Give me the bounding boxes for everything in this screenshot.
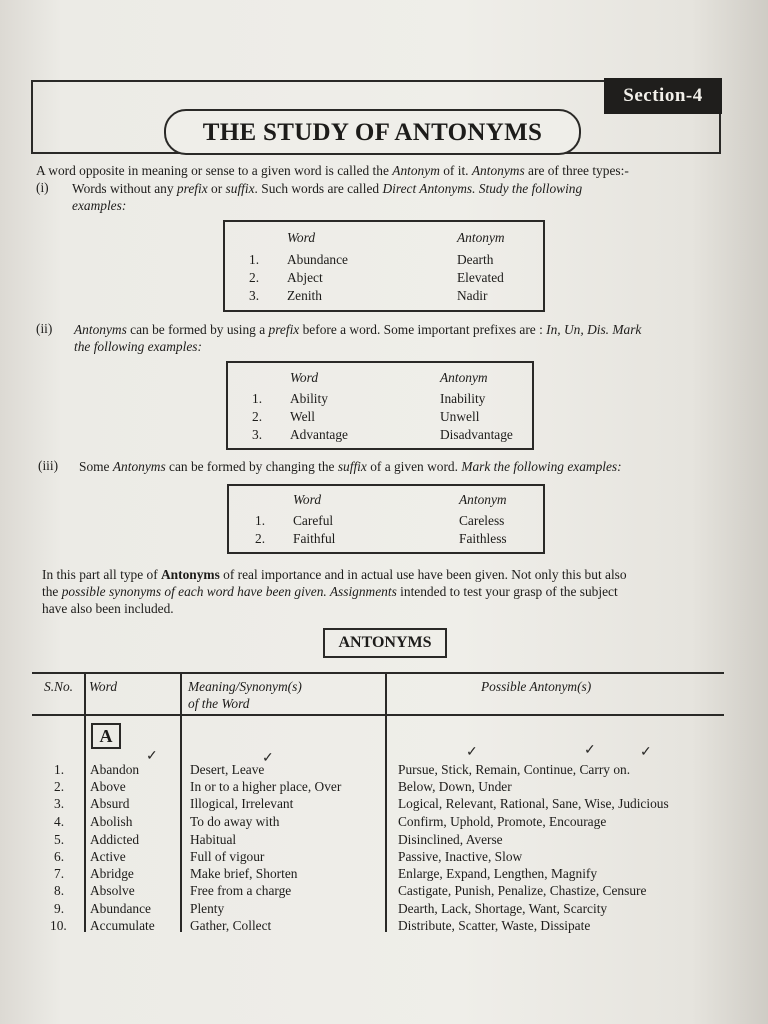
row-antonyms: Disinclined, Averse (398, 832, 503, 847)
row-word: Absurd (90, 796, 130, 811)
row-number: 6. (54, 849, 65, 864)
type1-text-a: Words without any (72, 181, 177, 196)
type1-text-f: Direct Antonyms. Study the following (382, 181, 583, 196)
example-table-2 (226, 361, 534, 450)
table1-row-word: Zenith (287, 288, 322, 303)
note-paragraph (42, 566, 732, 617)
row-antonyms: Confirm, Uphold, Promote, Encourage (398, 814, 607, 829)
column-divider-word (180, 672, 182, 932)
row-meaning: Illogical, Irrelevant (190, 796, 294, 811)
row-word: Abundance (90, 901, 151, 916)
type1-number: (i) (36, 180, 49, 195)
note-text-1c: of real importance and in actual use have been given. Not only this but also (219, 567, 627, 582)
type3-text-e: of a given word. (366, 459, 462, 474)
type3-text-f: Mark the following examples: (461, 459, 622, 474)
type1-text-c: or (207, 181, 226, 196)
note-text-3: have also been included. (42, 601, 174, 616)
row-meaning: In or to a higher place, Over (190, 779, 342, 794)
table1-header-antonym: Antonym (457, 230, 505, 245)
type1-paragraph (72, 180, 732, 214)
letter-section-a: A (91, 723, 121, 749)
intro-em-1: Antonym (392, 163, 440, 178)
row-antonyms: Castigate, Punish, Penalize, Chastize, Censure (398, 883, 647, 898)
row-meaning: Free from a charge (190, 883, 292, 898)
type2-text-c: prefix (268, 322, 300, 337)
row-antonyms: Logical, Relevant, Rational, Sane, Wise, Judicious (398, 796, 669, 811)
note-text-2a: the (42, 584, 62, 599)
table2-row-num: 1. (252, 391, 263, 406)
intro-em-2: Antonyms (471, 163, 525, 178)
row-word: Absolve (90, 883, 135, 898)
table2-row-num: 2. (252, 409, 263, 424)
row-antonyms: Enlarge, Expand, Lengthen, Magnify (398, 866, 598, 881)
table1-header-word: Word (287, 230, 316, 245)
check-mark-icon: ✓ (262, 751, 274, 766)
table1-row-word: Abundance (287, 252, 348, 267)
table2-row-num: 3. (252, 427, 263, 442)
intro-text-2: of it. (439, 163, 472, 178)
row-meaning: Desert, Leave (190, 762, 265, 777)
row-word: Abridge (90, 866, 134, 881)
row-number: 3. (54, 796, 65, 811)
type2-text-b: can be formed by using a (126, 322, 269, 337)
note-text-2b: possible synonyms of each word have been given. Assignments (61, 584, 397, 599)
example-table-1 (223, 220, 545, 312)
row-meaning: Gather, Collect (190, 918, 272, 933)
row-meaning: Habitual (190, 832, 237, 847)
note-text-2c: intended to test your grasp of the subject (396, 584, 618, 599)
check-mark-icon: ✓ (466, 745, 478, 760)
type2-text-d: before a word. Some important prefixes are : (299, 322, 547, 337)
intro-text-1: A word opposite in meaning or sense to a given word is called the (36, 163, 393, 178)
row-word: Accumulate (90, 918, 155, 933)
row-word: Above (90, 779, 126, 794)
table1-row-num: 1. (249, 252, 260, 267)
table1-row-num: 3. (249, 288, 260, 303)
table3-row-num: 1. (255, 513, 266, 528)
table2-header-word: Word (290, 370, 319, 385)
table1-row-antonym: Nadir (457, 288, 488, 303)
intro-text-3: are of three types:- (524, 163, 629, 178)
row-antonyms: Below, Down, Under (398, 779, 512, 794)
header-antonyms: Possible Antonym(s) (481, 679, 592, 694)
type1-text-g: examples: (72, 198, 127, 213)
row-number: 5. (54, 832, 65, 847)
row-number: 2. (54, 779, 65, 794)
table-top-rule (32, 672, 724, 674)
row-meaning: Plenty (190, 901, 225, 916)
table2-row-word: Well (290, 409, 315, 424)
type1-text-d: suffix (225, 181, 255, 196)
table3-row-antonym: Faithless (459, 531, 507, 546)
type3-paragraph (79, 458, 739, 475)
row-meaning: Make brief, Shorten (190, 866, 298, 881)
antonyms-heading: ANTONYMS (323, 628, 447, 658)
row-word: Abolish (90, 814, 133, 829)
header-meaning: Meaning/Synonym(s) (188, 679, 302, 694)
row-word: Active (90, 849, 126, 864)
row-antonyms: Passive, Inactive, Slow (398, 849, 523, 864)
type2-text-a: Antonyms (74, 322, 127, 337)
header-meaning-line2: of the Word (188, 696, 250, 711)
type2-paragraph (74, 321, 734, 355)
table3-header-antonym: Antonym (459, 492, 507, 507)
type3-text-d: suffix (337, 459, 367, 474)
type3-text-c: can be formed by changing the (165, 459, 338, 474)
type2-number: (ii) (36, 321, 53, 336)
table1-row-antonym: Elevated (457, 270, 504, 285)
column-divider-meaning (385, 672, 387, 932)
table3-row-word: Careful (293, 513, 334, 528)
page-title: THE STUDY OF ANTONYMS (164, 109, 581, 155)
check-mark-icon: ✓ (640, 745, 652, 760)
header-word: Word (89, 679, 118, 694)
row-number: 7. (54, 866, 65, 881)
type1-text-e: . Such words are called (254, 181, 383, 196)
row-meaning: Full of vigour (190, 849, 265, 864)
type2-text-e: In, Un, Dis. Mark (546, 322, 642, 337)
row-word: Addicted (90, 832, 140, 847)
table2-row-antonym: Unwell (440, 409, 480, 424)
note-text-1b: Antonyms (161, 567, 220, 582)
type3-text-a: Some (79, 459, 113, 474)
table1-row-antonym: Dearth (457, 252, 494, 267)
header-sno: S.No. (44, 679, 74, 694)
row-number: 9. (54, 901, 65, 916)
table2-header-antonym: Antonym (440, 370, 488, 385)
table2-row-word: Ability (290, 391, 328, 406)
row-word: Abandon (90, 762, 140, 777)
example-table-3 (227, 484, 545, 554)
table1-row-word: Abject (287, 270, 323, 285)
row-number: 4. (54, 814, 65, 829)
row-number: 1. (54, 762, 65, 777)
table3-row-word: Faithful (293, 531, 336, 546)
check-mark-icon: ✓ (584, 743, 596, 758)
table2-row-antonym: Inability (440, 391, 486, 406)
table1-row-num: 2. (249, 270, 260, 285)
type2-text-f: the following examples: (74, 339, 202, 354)
table3-row-num: 2. (255, 531, 266, 546)
intro-paragraph (36, 162, 736, 179)
row-number: 10. (50, 918, 67, 933)
column-divider-sno (84, 672, 86, 932)
section-tag: Section-4 (604, 78, 722, 114)
check-mark-icon: ✓ (146, 749, 158, 764)
row-antonyms: Distribute, Scatter, Waste, Dissipate (398, 918, 591, 933)
note-text-1a: In this part all type of (42, 567, 161, 582)
row-antonyms: Pursue, Stick, Remain, Continue, Carry on. (398, 762, 631, 777)
table3-row-antonym: Careless (459, 513, 505, 528)
table3-header-word: Word (293, 492, 322, 507)
row-number: 8. (54, 883, 65, 898)
type3-number: (iii) (38, 458, 59, 473)
type1-text-b: prefix (176, 181, 208, 196)
type3-text-b: Antonyms (112, 459, 166, 474)
row-antonyms: Dearth, Lack, Shortage, Want, Scarcity (398, 901, 608, 916)
table2-row-word: Advantage (290, 427, 349, 442)
row-meaning: To do away with (190, 814, 280, 829)
table-header-rule (32, 714, 724, 716)
table2-row-antonym: Disadvantage (440, 427, 513, 442)
